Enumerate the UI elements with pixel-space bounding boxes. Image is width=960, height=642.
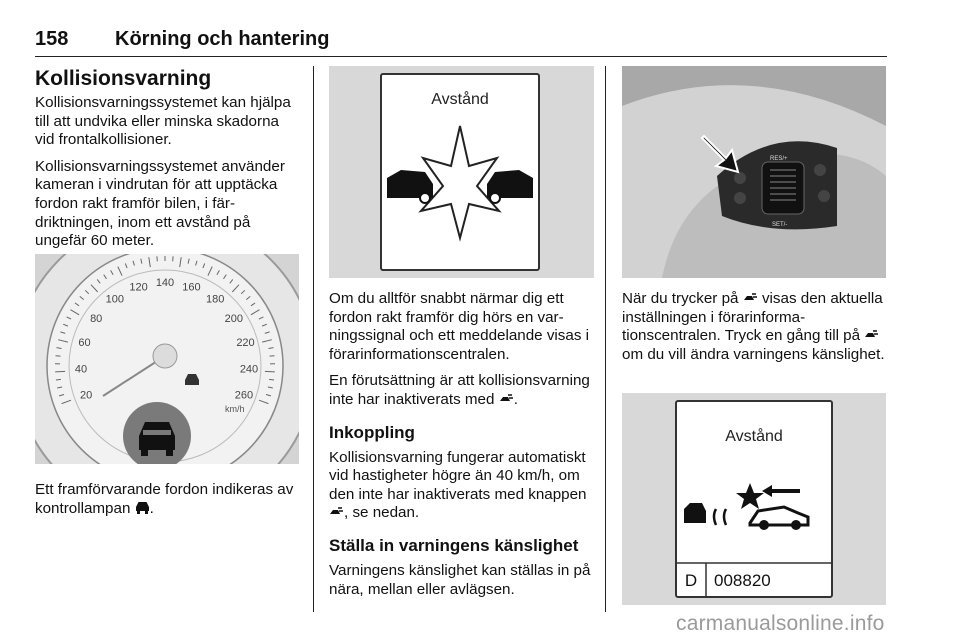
display-title: Avstånd	[725, 428, 783, 445]
speed-label: 200	[224, 312, 243, 325]
paragraph-2: Kollisionsvarningssystemet använder kameran i vindrutan för att upptäcka fordon rakt framför bilen, i färdriktningen, inom ett avstånd på ungefär 60 meter.	[35, 157, 285, 250]
column-3	[622, 290, 890, 372]
caption-speedometer: Ett framförvarande fordon indikeras av kontrollampan .	[35, 481, 294, 517]
collision-alert-button-icon	[329, 506, 344, 518]
distance-warning-display	[329, 66, 594, 278]
speed-label: 260	[234, 389, 254, 402]
subheading-sensitivity: Ställa in varningens känslighet	[329, 535, 579, 555]
speed-label: 140	[155, 277, 175, 289]
set-label: SET/-	[772, 222, 788, 228]
steering-wheel-photo	[622, 66, 886, 278]
footer-letter: D	[684, 571, 698, 590]
column-2	[329, 290, 594, 607]
collision-alert-button-icon	[864, 329, 879, 341]
speed-label: 240	[239, 363, 259, 376]
column-1	[35, 66, 300, 259]
column-divider-1	[313, 66, 314, 612]
speed-label: 180	[206, 293, 225, 306]
chapter-title: Körning och hantering	[115, 28, 330, 50]
speed-label: 40	[74, 363, 88, 376]
speed-unit: km/h	[225, 404, 245, 414]
watermark: carmanualsonline.info	[676, 612, 885, 635]
collision-alert-button-icon	[499, 393, 514, 405]
display-title: Avstånd	[431, 91, 489, 108]
gauge-tick	[265, 371, 275, 372]
paragraph-5: Kollisionsvarning fungerar automatiskt vid hastigheter högre än 40 km/h, om den inte har inaktiverats med knappen , se nedan.	[329, 448, 587, 522]
gauge-tick	[56, 379, 61, 380]
speed-label: 100	[105, 293, 124, 306]
paragraph-1: Kollisionsvarningssystemet kan hjälpa till att undvika eller minska skadorna vid frontalkollisioner.	[35, 94, 291, 149]
res-label: RES/+	[770, 156, 788, 162]
paragraph-7: När du trycker på visas den aktuella inställningen i förarinformationscentralen. Tryck en gång till på om du vill ändra varningens känslighet.	[622, 290, 885, 363]
page-header	[35, 28, 887, 57]
gauge-tick	[55, 371, 65, 372]
column-divider-2	[605, 66, 606, 612]
speed-label: 20	[79, 389, 93, 402]
sensitivity-display	[622, 393, 886, 605]
page-number: 158	[35, 28, 69, 50]
speed-label: 160	[182, 281, 201, 294]
speed-label: 60	[78, 336, 91, 349]
speed-label: 80	[90, 312, 103, 325]
paragraph-6: Varningens känslighet kan ställas in på nära, mellan eller avlägsen.	[329, 561, 591, 598]
paragraph-3: Om du alltför snabbt närmar dig ett fordon rakt framför dig hörs en varningssignal och ett meddelande visas i förarinformationscentralen.	[329, 290, 590, 363]
gauge-tick	[269, 379, 274, 380]
speed-label: 220	[236, 336, 255, 349]
caption-text: Ett framförvarande fordon indikeras av kontrollampan	[35, 481, 294, 517]
subheading-activation: Inkoppling	[329, 422, 415, 442]
vehicle-ahead-icon	[135, 501, 150, 514]
footer-code: 008820	[714, 571, 771, 590]
speedometer-photo	[35, 254, 299, 464]
speed-label: 120	[129, 281, 148, 294]
collision-alert-button-icon	[743, 292, 758, 304]
section-heading: Kollisionsvarning	[35, 67, 212, 90]
paragraph-4: En förutsättning är att kollisionsvarning inte har inaktiverats med .	[329, 372, 590, 408]
